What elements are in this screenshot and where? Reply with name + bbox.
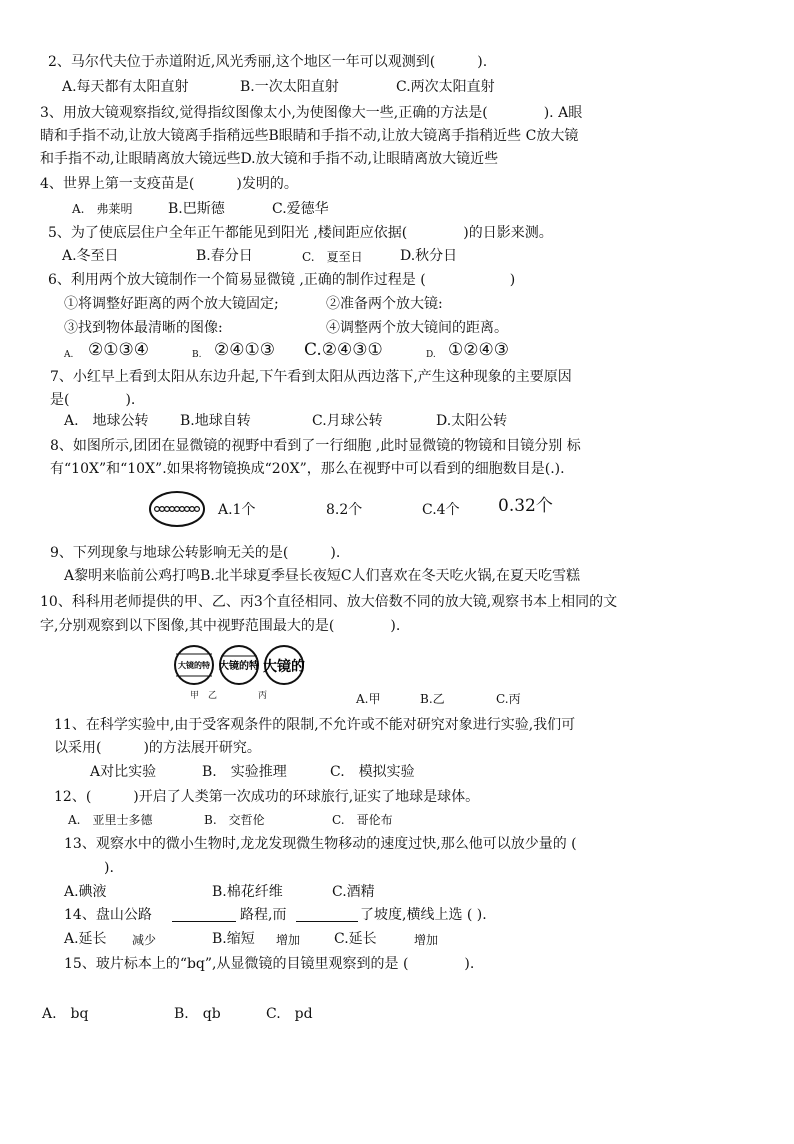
- q15-option-b: B. qb: [174, 1006, 221, 1022]
- q4-option-a: A. 弗莱明: [72, 202, 133, 216]
- q2-stem: 2、马尔代夫位于赤道附近,风光秀丽,这个地区一年可以观测到( ).: [48, 54, 488, 70]
- q14-option-c-detail: 增加: [414, 933, 439, 947]
- q6-stem: 6、利用两个放大镜制作一个简易显微镜 ,正确的制作过程是 ( ): [48, 272, 516, 288]
- q10-lens-caption-2: 丙: [258, 691, 268, 701]
- q12-option-b: B. 交哲伦: [204, 813, 265, 827]
- q8-option-d: 0.32个: [498, 496, 553, 516]
- q12-option-a: A. 亚里士多德: [68, 813, 153, 827]
- lens2-text: 大镜的特: [219, 661, 259, 672]
- q7-option-a: A. 地球公转: [64, 413, 149, 429]
- q3-line2: 睛和手指不动,让放大镜离手指稍远些B眼睛和手指不动,让放大镜离手指稍近些 C放大镜: [40, 128, 579, 144]
- q6-step1: ①将调整好距离的两个放大镜固定;: [64, 296, 279, 312]
- microscope-field-cells-figure: [148, 490, 206, 528]
- q8-line2: 有“10X”和“10X”.如果将物镜换成“20X”，那么在视野中可以看到的细胞数目是(.).: [50, 461, 565, 477]
- q11-option-c: C. 模拟实验: [330, 764, 415, 780]
- q3-line1: 3、用放大镜观察指纹,觉得指纹图像太小,为使图像大一些,正确的方法是( ). A眼: [40, 105, 583, 121]
- q11-option-a: A对比实验: [90, 764, 157, 780]
- q14-option-b: B.缩短: [212, 931, 255, 947]
- q6-option-d: ①②④③: [448, 340, 509, 360]
- q5-option-d: D.秋分日: [400, 248, 458, 264]
- q7-option-d: D.太阳公转: [436, 413, 508, 429]
- q6-option-c: C.②④③①: [304, 340, 383, 360]
- q3-line3: 和手指不动,让眼睛离放大镜远些D.放大镜和手指不动,让眼睛离放大镜近些: [40, 151, 499, 167]
- q10-line1: 10、科科用老师提供的甲、乙、丙3个直径相同、放大倍数不同的放大镜,观察书本上相同的文: [40, 594, 618, 610]
- q4-option-c: C.爱德华: [272, 201, 329, 217]
- q7-line1: 7、小红早上看到太阳从东边升起,下午看到太阳从西边落下,产生这种现象的主要原因: [50, 369, 572, 385]
- q2-option-c: C.两次太阳直射: [396, 79, 495, 95]
- magnifier-views-figure: [172, 644, 312, 686]
- q14-part3: 了坡度,横线上选 ( ).: [360, 907, 487, 923]
- q11-option-b: B. 实验推理: [202, 764, 287, 780]
- q12-option-c: C. 哥伦布: [332, 813, 393, 827]
- q13-line1: 13、观察水中的微小生物时,龙龙发现微生物移动的速度过快,那么他可以放少量的 (: [64, 836, 577, 852]
- q7-option-c: C.月球公转: [312, 413, 383, 429]
- q4-stem: 4、世界上第一支疫苗是( )发明的。: [40, 176, 298, 192]
- q6-option-d-label: D.: [426, 350, 436, 360]
- q14-option-c: C.延长: [334, 931, 377, 947]
- q14-option-b-detail: 增加: [276, 933, 301, 947]
- q7-option-b: B.地球自转: [180, 413, 251, 429]
- q7-line2: 是( ).: [50, 392, 136, 408]
- q6-option-b-label: B.: [192, 350, 202, 360]
- q8-option-a: A.1个: [218, 502, 256, 518]
- q9-options: A黎明来临前公鸡打鸣B.北半球夏季昼长夜短C人们喜欢在冬天吃火锅,在夏天吃雪糕: [64, 568, 581, 584]
- q8-option-c: C.4个: [422, 502, 460, 518]
- q10-option-b: B.乙: [420, 692, 445, 706]
- q6-step3: ③找到物体最清晰的图像:: [64, 320, 223, 336]
- q6-option-b: ②④①③: [214, 340, 275, 360]
- q10-line2: 字,分别观察到以下图像,其中视野范围最大的是( ).: [40, 618, 401, 634]
- q14-part2: 路程,而: [240, 907, 287, 923]
- q6-step4: ④调整两个放大镜间的距离。: [326, 320, 508, 336]
- q11-line2: 以采用( )的方法展开研究。: [54, 740, 261, 756]
- q13-line2: ).: [104, 860, 114, 876]
- q2-option-b: B.一次太阳直射: [240, 79, 339, 95]
- q14-option-a: A.延长: [64, 931, 107, 947]
- q8-option-b: 8.2个: [326, 502, 363, 518]
- q14-blank-2[interactable]: [296, 907, 358, 922]
- q5-option-b: B.春分日: [196, 248, 253, 264]
- q6-option-a: ②①③④: [88, 340, 149, 360]
- q6-step2: ②准备两个放大镜:: [326, 296, 443, 312]
- q15-option-a: A. bq: [42, 1006, 89, 1022]
- q8-line1: 8、如图所示,团团在显微镜的视野中看到了一行细胞 ,此时显微镜的物镜和目镜分别 标: [50, 438, 581, 454]
- q5-option-a: A.冬至日: [62, 248, 119, 264]
- q14-part1: 14、盘山公路: [64, 907, 152, 923]
- q13-option-b: B.棉花纤维: [212, 884, 283, 900]
- q9-stem: 9、下列现象与地球公转影响无关的是( ).: [50, 545, 341, 561]
- q5-stem: 5、为了使底层住户全年正午都能见到阳光 ,楼间距应依据( )的日影来测。: [48, 225, 553, 241]
- q10-option-c: C.丙: [496, 692, 521, 706]
- q4-option-b: B.巴斯德: [168, 201, 225, 217]
- q11-line1: 11、在科学实验中,由于受客观条件的限制,不允许或不能对研究对象进行实验,我们可: [54, 717, 576, 733]
- q14-option-a-detail: 减少: [132, 933, 157, 947]
- q2-option-a: A.每天都有太阳直射: [62, 79, 189, 95]
- q14-blank-1[interactable]: [172, 907, 236, 922]
- q15-stem: 15、玻片标本上的“bq”,从显微镜的目镜里观察到的是 ( ).: [64, 956, 475, 972]
- q10-lens-caption-1: 甲 乙: [190, 691, 218, 701]
- q13-option-c: C.酒精: [332, 884, 375, 900]
- q5-option-c: C. 夏至日: [302, 250, 363, 264]
- q15-option-c: C. pd: [266, 1006, 313, 1022]
- lens1-text: 大镜的特: [178, 661, 210, 670]
- lens3-text: 大镜的: [263, 659, 305, 675]
- q6-option-a-label: A.: [64, 350, 74, 360]
- q13-option-a: A.碘液: [64, 884, 107, 900]
- q10-option-a: A.甲: [356, 692, 381, 706]
- q12-stem: 12、( )开启了人类第一次成功的环球旅行,证实了地球是球体。: [54, 789, 480, 805]
